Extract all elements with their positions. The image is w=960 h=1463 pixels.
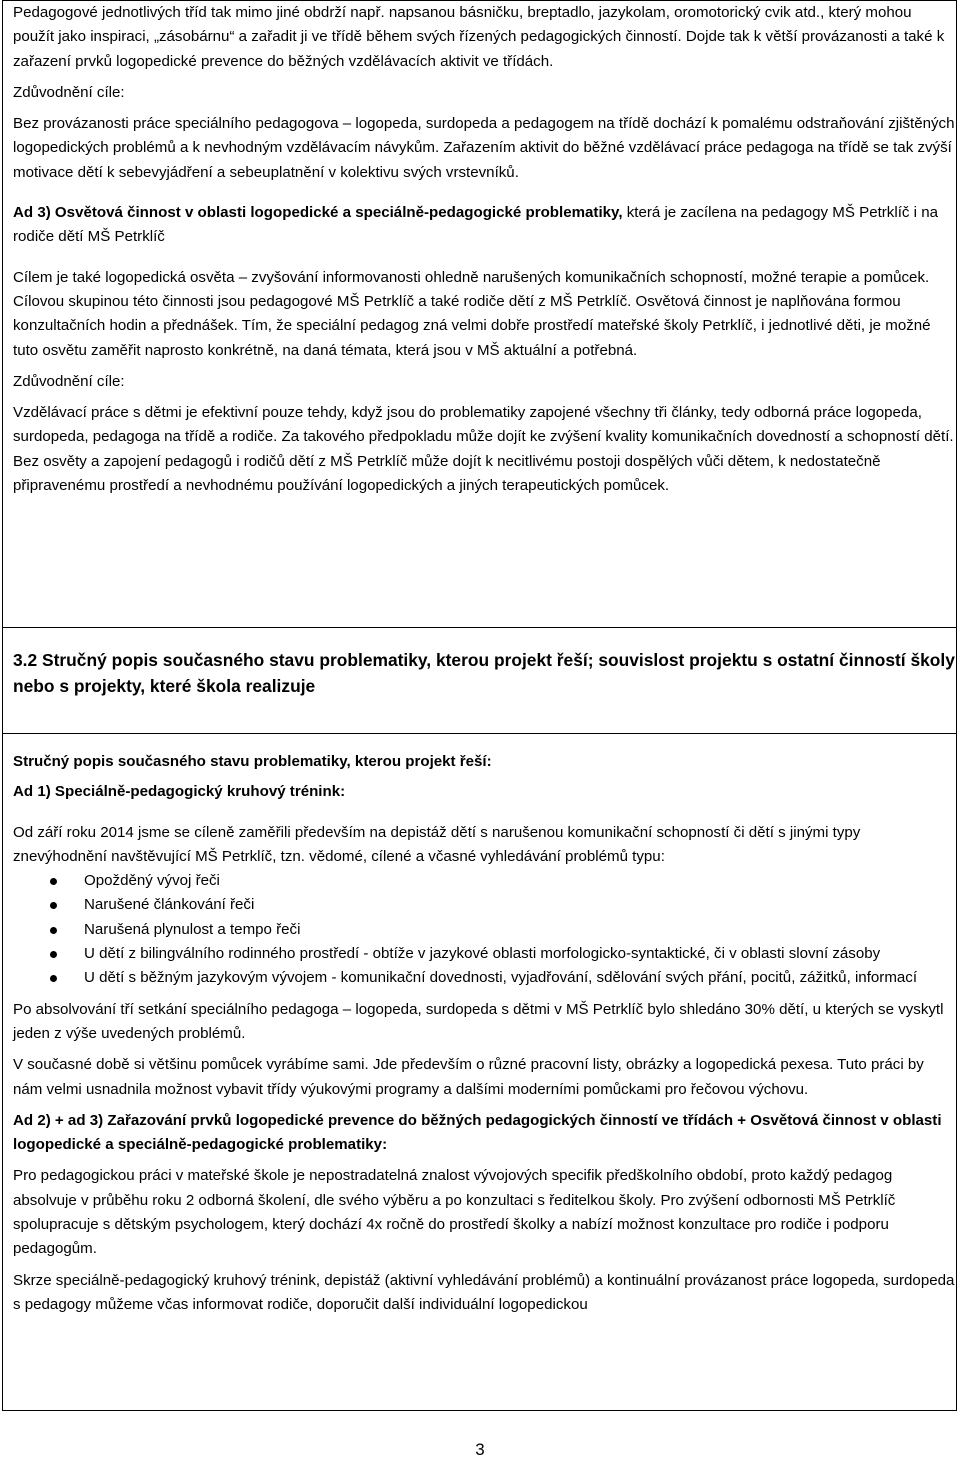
bullet-icon xyxy=(50,951,57,958)
paragraph-depistaz: Od září roku 2014 jsme se cíleně zaměřili především na depistáž dětí s narušenou komunikační schopností či dětí s jinými typy znevýhodnění navštěvující MŠ Petrklíč, tzn. vědomé, cílené a včasné vyhledávání problémů typu: xyxy=(13,823,861,865)
list-item: U dětí s běžným jazykovým vývojem - komunikační dovednosti, vyjadřování, sdělování svých přání, pocitů, zážitků, informací xyxy=(13,966,956,990)
content-box-current-state xyxy=(2,733,957,1411)
bullet-icon xyxy=(50,927,57,934)
list-item: Opožděný vývoj řeči xyxy=(13,869,956,893)
bullet-icon xyxy=(50,902,57,909)
justification-label: Zdůvodnění cíle: xyxy=(13,372,125,390)
justification-label: Zdůvodnění cíle: xyxy=(13,83,125,101)
section-title: 3.2 Stručný popis současného stavu problematiky, kterou projekt řeší; souvislost projektu s ostatní činností školy nebo s projekty, které škola realizuje xyxy=(13,650,955,696)
paragraph-results: Po absolvování tří setkání speciálního pedagoga – logopeda, surdopeda s dětmi v MŠ Petrklíč bylo shledáno 30% dětí, u kterých se vyskytl jeden z výše uvedených problémů. xyxy=(13,1000,944,1042)
content-box-goals xyxy=(2,0,957,628)
paragraph-intro: Pedagogové jednotlivých tříd tak mimo jiné obdrží např. napsanou básničku, breptadlo, jazykolam, oromotorický cvik atd., který mohou použít jako inspiraci, „zásobárnu“ a zařadit ji ve třídě během svých řízených pedagogických činností. Dojde tak k větší provázanosti a také k zařazení prvků logopedické prevence do běžných vzdělávacích aktivit ve třídách. xyxy=(13,4,945,70)
bullet-icon xyxy=(50,878,57,885)
page-number: 3 xyxy=(475,1440,485,1459)
ad1-heading: Ad 1) Speciálně-pedagogický kruhový trénink: xyxy=(13,783,346,801)
subtitle: Stručný popis současného stavu problematiky, kterou projekt řeší: xyxy=(13,753,492,770)
bullet-icon xyxy=(50,975,57,982)
paragraph-training: Pro pedagogickou práci v mateřské škole je nepostradatelná znalost vývojových specifik předškolního období, proto každý pedagog absolvuje v průběhu roku 2 odborná školení, dle svého výběru a po konzultaci s ředitelkou školy. Pro zvýšení odbornosti MŠ Petrklíč spolupracuje s dětským psychologem, který dochází 4x ročně do prostředí školky a nabízí možnost konzultace pro rodiče i podporu pedagogům. xyxy=(13,1167,896,1258)
paragraph-tools: V současné době si většinu pomůcek vyrábíme sami. Jde především o různé pracovní listy, obrázky a logopedická pexesa. Tuto práci by nám velmi usnadnila možnost vybavit třídy výukovými programy a dalšími moderními pomůckami pro řečovou výchovu. xyxy=(13,1056,924,1098)
ad2-heading: Ad 2) + ad 3) Zařazování prvků logopedické prevence do běžných pedagogických činností ve třídách + Osvětová činnost v oblasti logopedické a speciálně-pedagogické problematiky: xyxy=(13,1111,942,1154)
paragraph-cooperation: Skrze speciálně-pedagogický kruhový trénink, depistáž (aktivní vyhledávání problémů) a kontinuální provázanost práce logopeda, surdopeda s pedagogy můžeme včas informovat rodiče, doporučit další individuální logopedickou xyxy=(13,1271,955,1313)
ad3-text: která je zacílena na pedagogy MŠ Petrklíč i na rodiče dětí MŠ Petrklíč xyxy=(13,204,938,246)
paragraph-justification: Vzdělávací práce s dětmi je efektivní pouze tehdy, když jsou do problematiky zapojené všechny tři články, tedy odborná práce logopeda, surdopeda, pedagoga na třídě a rodiče. Za takového předpokladu může dojít ke zvýšení kvality komunikačních dovedností a schopností dětí. Bez osvěty a zapojení pedagogů i rodičů dětí z MŠ Petrklíč může dojít k necitlivému postoji dospělých vůči dětem, k nedostatečně připravenému prostředí a nevhodnému používání logopedických a jiných terapeutických pomůcek. xyxy=(13,404,954,495)
paragraph-awareness: Cílem je také logopedická osvěta – zvyšování informovanosti ohledně narušených komunikačních schopností, možné terapie a pomůcek. Cílovou skupinou této činnosti jsou pedagogové MŠ Petrklíč a také rodiče dětí z MŠ Petrklíč. Osvětová činnost je naplňována formou konzultačních hodin a přednášek. Tím, že speciální pedagog zná velmi dobře prostředí mateřské školy Petrklíč, i jednotlivé děti, je možné tuto osvětu zaměřit naprosto konkrétně, na daná témata, která jsou v MŠ aktuální a potřebná. xyxy=(13,268,931,359)
ad3-heading: Ad 3) Osvětová činnost v oblasti logopedické a speciálně-pedagogické problematiky, xyxy=(13,204,623,222)
list-item: U dětí z bilingválního rodinného prostředí - obtíže v jazykové oblasti morfologicko-syntaktické, či v oblasti slovní zásoby xyxy=(13,942,956,966)
section-heading-box xyxy=(2,627,957,734)
paragraph-justification: Bez provázanosti práce speciálního pedagogova – logopeda, surdopeda a pedagogem na třídě dochází k pomalému odstraňování zjištěných logopedických problémů a k nevhodným vzdělávacím návykům. Zařazením aktivit do běžné vzdělávací práce pedagoga na třídě se tak zvýší motivace dětí k sebevyjádření a sebeuplatnění v kolektivu svých vrstevníků. xyxy=(13,115,955,181)
problem-list xyxy=(13,869,956,990)
ad3-paragraph xyxy=(13,201,956,250)
list-item: Narušené článkování řeči xyxy=(13,893,956,917)
list-item: Narušená plynulost a tempo řeči xyxy=(13,918,956,942)
